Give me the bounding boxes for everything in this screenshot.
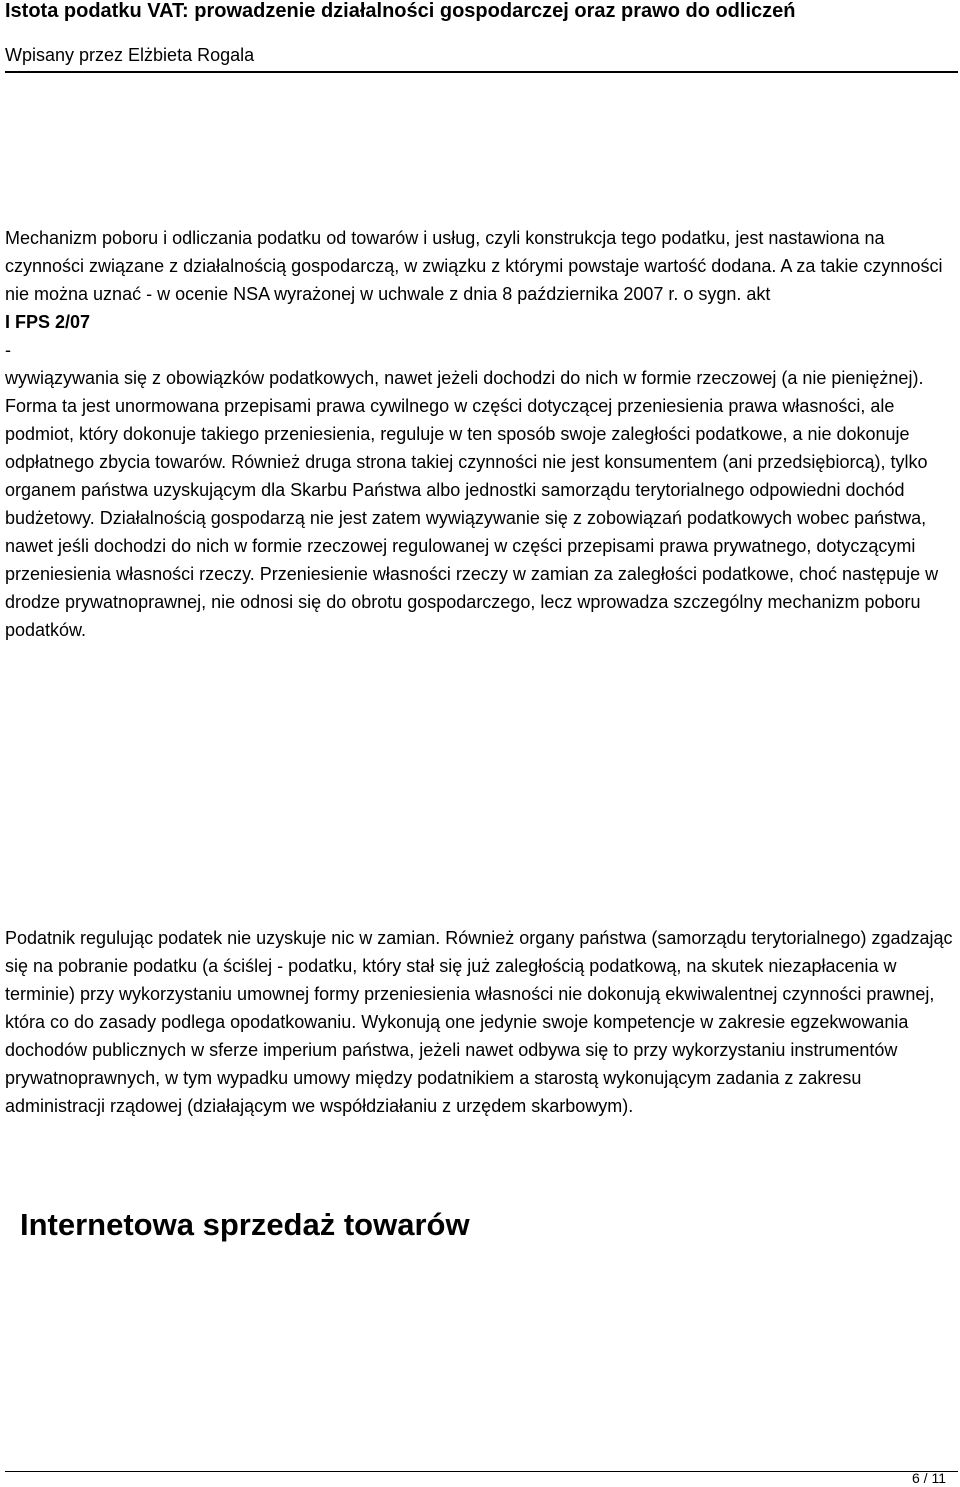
dash-separator: - xyxy=(5,340,11,360)
paragraph-block-1 xyxy=(5,224,957,644)
paragraph-intro: Mechanizm poboru i odliczania podatku od towarów i usług, czyli konstrukcja tego podatku, jest nastawiona na czynności związane z działalnością gospodarczą, w związku z którymi powstaje wartość dodana. A za takie czynności nie można uznać - w ocenie NSA wyrażonej w uchwale z dnia 8 października 2007 r. o sygn. akt xyxy=(5,228,943,304)
header-divider xyxy=(5,71,958,73)
case-signature: I FPS 2/07 xyxy=(5,312,91,332)
paragraph-continuation: wywiązywania się z obowiązków podatkowych, nawet jeżeli dochodzi do nich w formie rzeczowej (a nie pieniężnej). Forma ta jest unormowana przepisami prawa cywilnego w części dotyczącej przeniesienia prawa własności, ale podmiot, który dokonuje takiego przeniesienia, reguluje w ten sposób swoje zaległości podatkowe, a nie dokonuje odpłatnego zbycia towarów. Również druga strona takiej czynności nie jest konsumentem (ani przedsiębiorcą), tylko organem państwa uzyskującym dla Skarbu Państwa albo jednostki samorządu terytorialnego odpowiedni dochód budżetowy. Działalnością gospodarzą nie jest zatem wywiązywanie się z zobowiązań podatkowych wobec państwa, nawet jeśli dochodzi do nich w formie rzeczowej regulowanej w części przepisami prawa prywatnego, dotyczącymi przeniesienia własności rzeczy. Przeniesienie własności rzeczy w zamian za zaległości podatkowe, choć następuje w drodze prywatnoprawnej, nie odnosi się do obrotu gospodarczego, lecz wprowadza szczególny mechanizm poboru podatków. xyxy=(5,368,939,640)
paragraph-block-2 xyxy=(5,924,957,1120)
section-heading: Internetowa sprzedaż towarów xyxy=(20,1207,470,1242)
footer-divider xyxy=(5,1471,958,1472)
paragraph-text: Podatnik regulując podatek nie uzyskuje nic w zamian. Również organy państwa (samorządu terytorialnego) zgadzając się na pobranie podatku (a ściślej - podatku, który stał się już zaległością podatkową, na skutek niezapłacenia w terminie) przy wykorzystaniu umownej formy przeniesienia własności nie dokonują ekwiwalentnej czynności prawnej, która co do zasady podlega opodatkowaniu. Wykonują one jedynie swoje kompetencje w zakresie egzekwowania dochodów publicznych w sferze imperium państwa, jeżeli nawet odbywa się to przy wykorzystaniu instrumentów prywatnoprawnych, w tym wypadku umowy między podatnikiem a starostą wykonującym zadania z zakresu administracji rządowej (działającym we współdziałaniu z urzędem skarbowym). xyxy=(5,928,953,1116)
document-title: Istota podatku VAT: prowadzenie działalności gospodarczej oraz prawo do odliczeń xyxy=(5,0,796,22)
page-number: 6 / 11 xyxy=(912,1470,946,1486)
author-line: Wpisany przez Elżbieta Rogala xyxy=(5,45,255,65)
